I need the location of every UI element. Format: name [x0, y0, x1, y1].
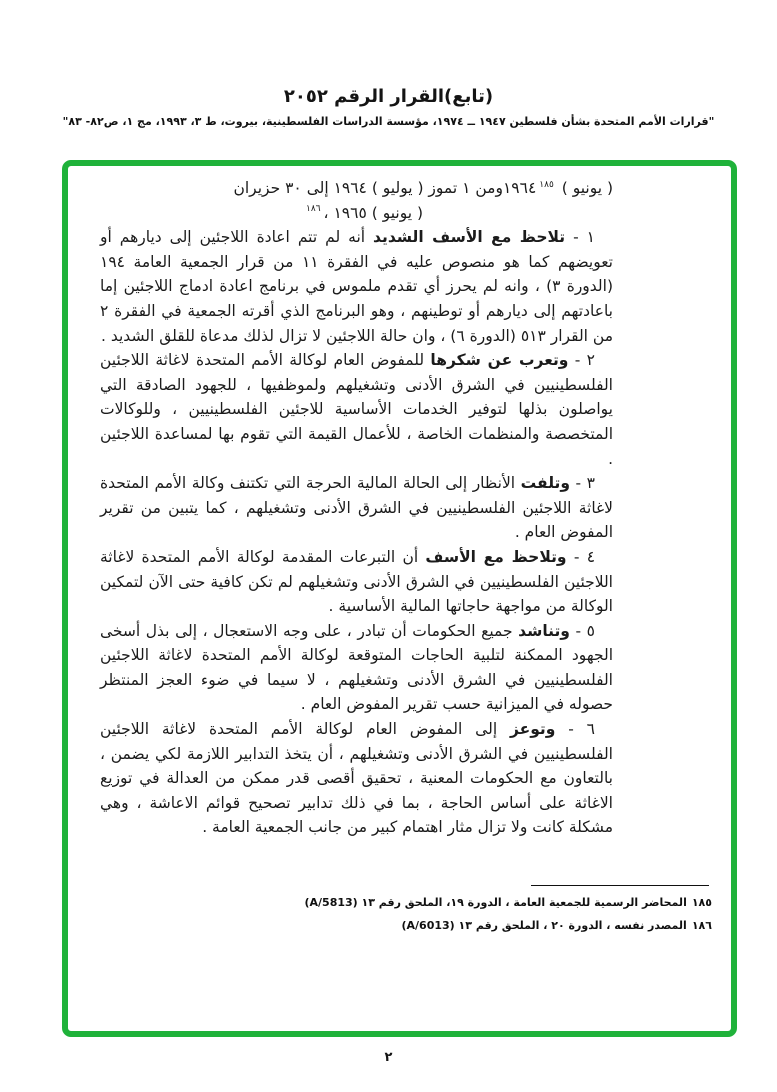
clause-2: [100, 348, 613, 471]
footnote-marker-185: ١٨٥: [539, 179, 554, 190]
clause-2-text: للمفوض العام لوكالة الأمم المتحدة لاغاثة اللاجئين الفلسطينيين في الشرق الأدنى وتشغيلهم ولموظفيها ، للجهود الصادقة التي يواصلون بذلها لتوفير الخدمات الأساسية للاجئين الفلسطينيين ، وللوكالات المتخصصة والمنظمات الخاصة ، للأعمال القيمة التي تقوم بها لمساعدة اللاجئين .: [100, 351, 613, 468]
clause-1-text: أنه لم تتم اعادة اللاجئين إلى ديارهم أو تعويضهم كما هو منصوص عليه في الفقرة ١١ من قرار الجمعية العامة ١٩٤ (الدورة ٣) ، وانه لم يحرز أي تقدم ملموس في برنامج اعادة ادماج اللاجئين إما باعادتهم إلى ديارهم أو توطينهم ، وهو البرنامج الذي أقرته الجمعية في الفقرة ٢ من القرار ٥١٣ (الدورة ٦) ، وان حالة اللاجئين لا تزال لذلك مدعاة للقلق الشديد .: [100, 228, 614, 345]
footnote-186-text: المصدر نفسه ، الدورة ٢٠ ، الملحق رقم ١٣: [458, 919, 687, 932]
clause-6-lead: وتوعز: [509, 720, 556, 739]
clause-4: [100, 545, 613, 619]
footnote-185-ref: (A/5813): [304, 896, 358, 909]
intro-line-2: [100, 201, 423, 226]
resolution-body: [100, 176, 613, 840]
green-highlight-frame: [62, 160, 737, 1037]
footnote-185-number: ١٨٥: [691, 896, 712, 909]
resolution-title: (تابع)القرار الرقم ٢٠٥٢: [283, 86, 494, 107]
clause-1-lead: تلاحظ مع الأسف الشديد: [373, 228, 566, 247]
clause-6-text: إلى المفوض العام لوكالة الأمم المتحدة لاغاثة اللاجئين الفلسطينيين في الشرق الأدنى وتشغيلهم ، أن يتخذ التدابير اللازمة لكي يضمن ، بالتعاون مع الحكومات المعنية ، تحقيق أقصى قدر ممكن من العدالة في توزيع الاغاثة على أساس الحاجة ، بما في ذلك تدابير تصحيح قوائم الاعاشة ، وهي مشكلة كانت ولا تزال مثار اهتمام كبير من جانب الجمعية العامة .: [100, 720, 613, 837]
clause-4-number: ٤ -: [566, 547, 596, 566]
footnote-186: [128, 914, 712, 937]
page-number: ٢: [384, 1050, 393, 1065]
footnotes-block: [128, 891, 712, 937]
footnote-185-text: المحاضر الرسمية للجمعية العامة ، الدورة ١٩، الملحق رقم ١٣: [361, 896, 687, 909]
clause-2-lead: وتعرب عن شكرها: [430, 351, 569, 370]
clause-3-text: الأنظار إلى الحالة المالية الحرجة التي تكتنف وكالة الأمم المتحدة لاغاثة اللاجئين الفلسطينيين في الشرق الأدنى وتشغيلهم ، كما يتبين من تقرير المفوض العام .: [100, 474, 613, 542]
clause-1-number: ١ -: [565, 228, 595, 247]
clause-4-lead: وتلاحظ مع الأسف: [425, 547, 567, 566]
clause-3: [100, 471, 613, 545]
clause-1: [100, 225, 613, 348]
clause-5: [100, 619, 613, 717]
clause-6: [100, 717, 613, 840]
clause-5-text: جميع الحكومات أن تبادر ، على وجه الاستعجال ، إلى بذل أسخى الجهود الممكنة لتلبية الحاجات المتوقعة لوكالة الأمم المتحدة لاغاثة اللاجئين الفلسطينيين في الشرق الأدنى وتشغيلهم ، لا سيما في ضوء العجز المنتظر حصوله في الميزانية حسب تقرير المفوض العام .: [100, 621, 613, 714]
clause-4-text: أن التبرعات المقدمة لوكالة الأمم المتحدة لاغاثة اللاجئين الفلسطينيين في الشرق الأدنى وتشغيلهم لم تكن كافية حتى الآن لتمكين الوكالة من مواجهة حاجاتها المالية الأساسية .: [100, 547, 613, 616]
footnote-186-number: ١٨٦: [691, 919, 712, 932]
clause-2-number: ٢ -: [568, 351, 595, 370]
clause-3-lead: وتلفت: [520, 474, 570, 493]
footnote-separator: [531, 885, 709, 886]
clause-6-number: ٦ -: [555, 720, 595, 739]
clause-5-lead: وتناشد: [518, 621, 570, 640]
clause-3-number: ٣ -: [569, 474, 595, 493]
footnote-185: [128, 891, 712, 914]
intro-line-1: [100, 176, 613, 201]
intro-line-1-rest: ومن ١ تموز ( يوليو ) ١٩٦٤ إلى ٣٠ حزيران: [233, 179, 503, 197]
intro-line-2-date: ( يونيو ) ١٩٦٥ ،: [323, 203, 423, 222]
footnote-186-ref: (A/6013): [401, 919, 455, 932]
clause-5-number: ٥ -: [569, 621, 595, 640]
intro-line-1-date: ( يونيو ) ١٩٦٤: [502, 179, 613, 197]
source-citation: "قرارات الأمم المتحدة بشأن فلسطين ١٩٤٧ ــ ١٩٧٤، مؤسسة الدراسات الفلسطينية، بيروت، ط ٣، ١٩٩٣، مج ١، ص٨٢- ٨٣": [62, 115, 715, 128]
footnote-marker-186: ١٨٦: [306, 204, 321, 215]
